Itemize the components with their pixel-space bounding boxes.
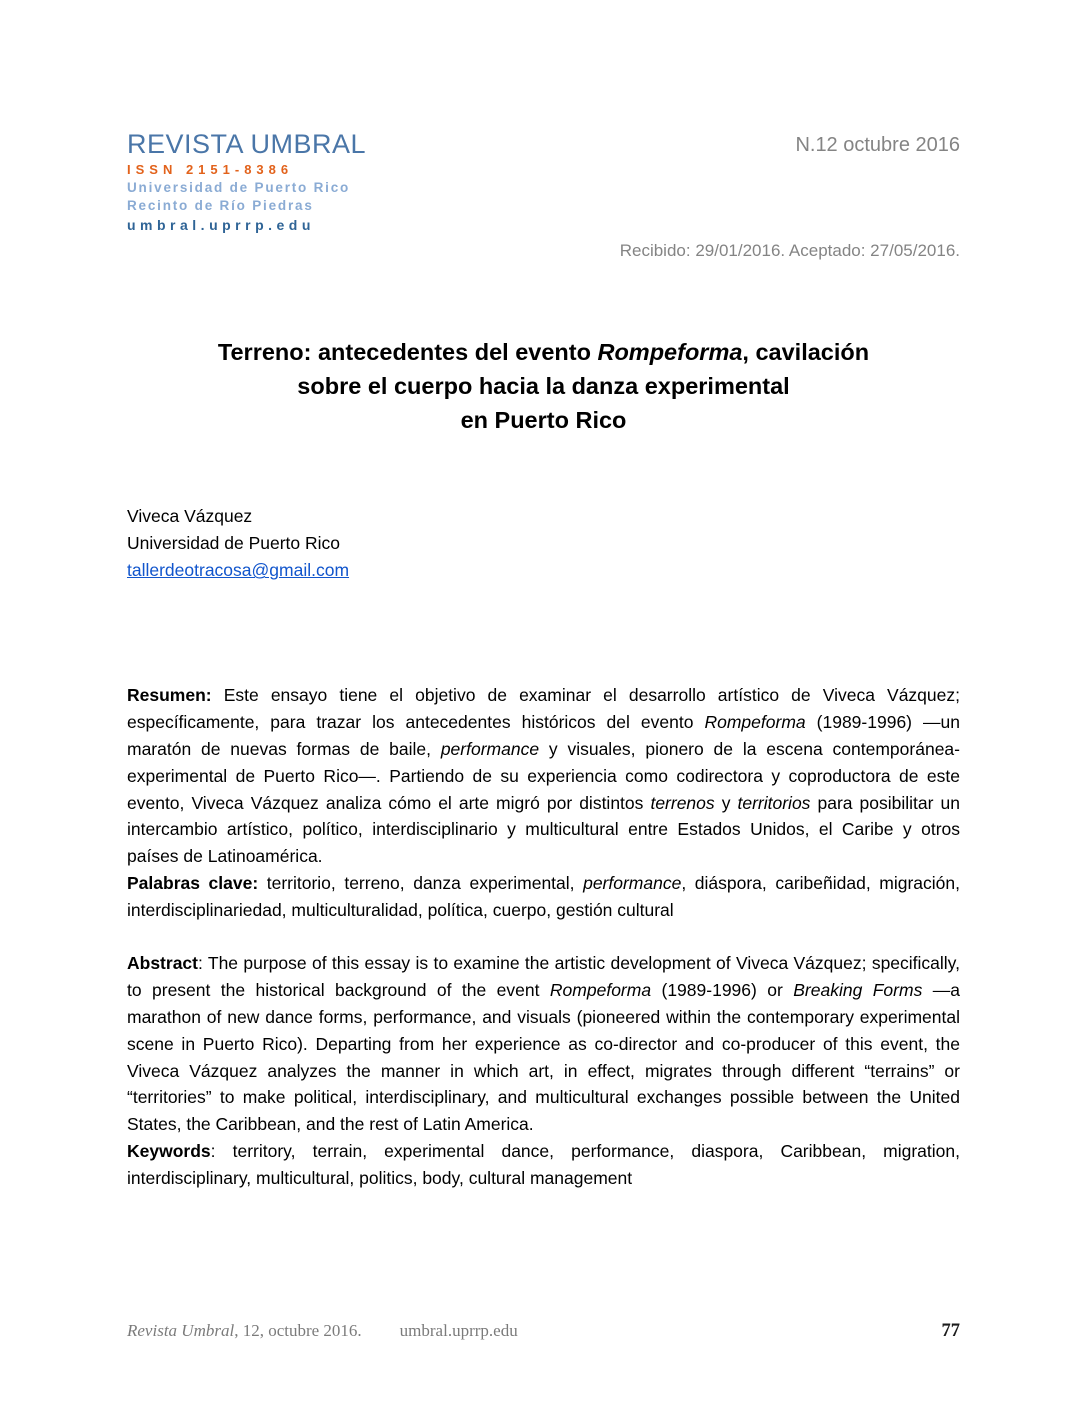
author-block bbox=[127, 503, 960, 584]
footer-journal-name: Revista Umbral bbox=[127, 1321, 235, 1340]
masthead bbox=[127, 130, 960, 233]
journal-campus: Recinto de Río Piedras bbox=[127, 198, 314, 214]
keywords-paragraph: Keywords: territory, terrain, experimental dance, performance, diaspora, Caribbean, migration, interdisciplinary, multicultural, politics, body, cultural management bbox=[127, 1140, 960, 1188]
journal-university: Universidad de Puerto Rico bbox=[127, 180, 351, 196]
palabras-clave-paragraph: Palabras clave: territorio, terreno, danza experimental, performance, diáspora, caribeñidad, migración, interdisciplinariedad, multiculturalidad, política, cuerpo, gestión cultural bbox=[127, 872, 960, 920]
author-email-link[interactable]: tallerdeotracosa@gmail.com bbox=[127, 560, 350, 581]
author-email bbox=[127, 557, 960, 584]
abstract-paragraph: Abstract: The purpose of this essay is to examine the artistic development of Viveca Vázquez; specifically, to present the historical background of the event Rompeforma (1989-1996) or Breaking Forms —a marathon of new dance forms, performance, and visuals (pioneered within the contemporary experimental scene in Puerto Rico). Departing from her experience as co-director and co-producer of this event, the Viveca Vázquez analyzes the manner in which art, in effect, migrates through different “terrains” or “territories” to make political, interdisciplinary, and multicultural exchanges possible between the United States, the Caribbean, and the rest of Latin America. bbox=[127, 953, 960, 1135]
author-name: Viveca Vázquez bbox=[127, 506, 253, 527]
page-number: 77 bbox=[941, 1321, 960, 1341]
abstracts-section bbox=[127, 682, 960, 1191]
author-affiliation: Universidad de Puerto Rico bbox=[127, 533, 341, 554]
footer-website: umbral.uprrp.edu bbox=[399, 1321, 518, 1340]
journal-logo bbox=[127, 130, 366, 233]
received-accepted-note: Recibido: 29/01/2016. Aceptado: 27/05/2016. bbox=[619, 241, 960, 261]
journal-website: umbral.uprrp.edu bbox=[127, 217, 315, 234]
resumen-paragraph: Resumen: Este ensayo tiene el objetivo de examinar el desarrollo artístico de Viveca Vázquez; específicamente, para trazar los antecedentes históricos del evento Rompeforma (1989-1996) —un maratón de nuevas formas de baile, performance y visuales, pionero de la escena contemporánea-experimental de Puerto Rico—. Partiendo de su experiencia como codirectora y coproductora de este evento, Viveca Vázquez analiza cómo el arte migró por distintos terrenos y territorios para posibilitar un intercambio artístico, político, interdisciplinario y multicultural entre Estados Unidos, el Caribe y otros países de Latinoamérica. bbox=[127, 685, 960, 867]
footer-citation bbox=[127, 1321, 518, 1341]
article-title: Terreno: antecedentes del evento Rompeforma, cavilación sobre el cuerpo hacia la danza experimental en Puerto Rico bbox=[217, 339, 870, 434]
issue-label: N.12 octubre 2016 bbox=[795, 134, 960, 156]
journal-name: REVISTA UMBRAL bbox=[127, 129, 367, 159]
journal-issn: ISSN 2151-8386 bbox=[127, 162, 294, 178]
footer-issue-text: , 12, octubre 2016. bbox=[234, 1321, 362, 1340]
page-footer bbox=[127, 1321, 960, 1342]
